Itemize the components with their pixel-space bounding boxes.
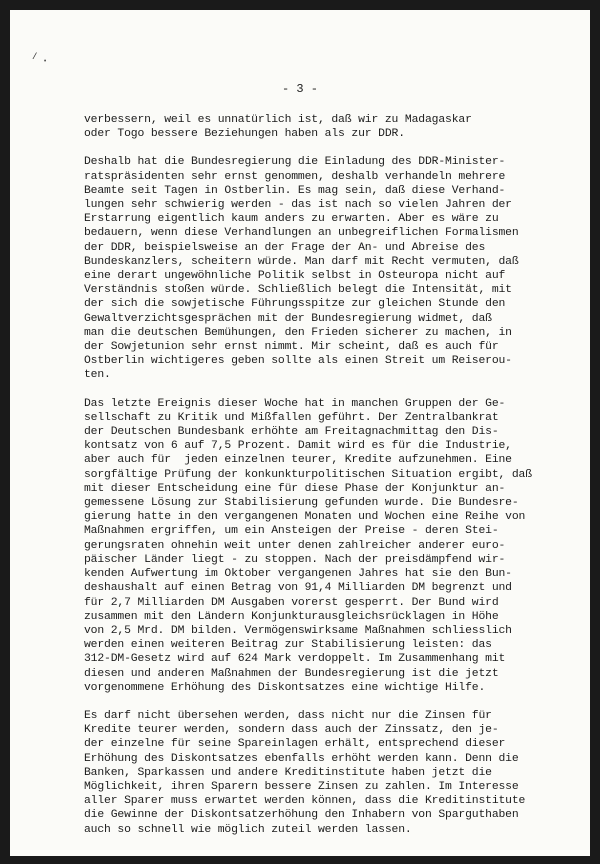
text-line: lungen sehr schwierig werden - das ist nach so vielen Jahren der xyxy=(84,199,512,212)
margin-mark: / xyxy=(32,52,38,62)
text-line: Beamte seit Tagen in Ostberlin. Es mag sein, daß diese Verhand- xyxy=(84,184,506,197)
text-line: vorgenommene Erhöhung des Diskontsatzes eine wichtige Hilfe. xyxy=(84,681,486,694)
paragraph-3 xyxy=(84,397,584,695)
text-line: Möglichkeit, ihren Sparern bessere Zinsen zu zahlen. Im Interesse xyxy=(84,780,519,793)
text-line: zusammen mit den Ländern Konjunkturausgleichsrücklagen in Höhe xyxy=(84,610,499,623)
text-line: Ostberlin wichtigeres geben sollte als einen Streit um Reiserou- xyxy=(84,355,512,368)
text-line: für 2,7 Milliarden DM Ausgaben vorerst gesperrt. Der Bund wird xyxy=(84,596,499,609)
paragraph-4 xyxy=(84,709,584,837)
text-line: eine derart ungewöhnliche Politik selbst in Osteuropa nicht auf xyxy=(84,270,506,283)
text-line: aber auch für jeden einzelnen teurer, Kredite aufzunehmen. Eine xyxy=(84,454,512,467)
text-line: von 2,5 Mrd. DM bilden. Vermögenswirksame Maßnahmen schliesslich xyxy=(84,624,512,637)
document-page xyxy=(10,10,590,856)
text-line: Erstarrung eigentlich kaum anders zu erwarten. Aber es wäre zu xyxy=(84,213,499,226)
text-line: auch so schnell wie möglich zuteil werden lassen. xyxy=(84,823,412,836)
page-number: - 3 - xyxy=(281,82,318,96)
text-line: Verständnis stoßen würde. Schließlich belegt die Intensität, mit xyxy=(84,284,512,297)
text-line: der sich die sowjetische Führungsspitze zur gleichen Stunde den xyxy=(84,298,506,311)
document-body xyxy=(84,113,584,837)
text-line: kontsatz von 6 auf 7,5 Prozent. Damit wird es für die Industrie, xyxy=(84,440,512,453)
text-line: man die deutschen Bemühungen, den Frieden sicherer zu machen, in xyxy=(84,326,512,339)
text-line: verbessern, weil es unnatürlich ist, daß wir zu Madagaskar xyxy=(84,114,472,126)
text-line: Deshalb hat die Bundesregierung die Einladung des DDR-Minister- xyxy=(84,156,506,169)
text-line: deshaushalt auf einen Betrag von 91,4 Milliarden DM begrenzt und xyxy=(84,582,512,595)
text-line: ten. xyxy=(84,369,111,382)
text-line: Bundeskanzlers, scheitern würde. Man darf mit Recht vermuten, daß xyxy=(84,255,519,268)
text-line: der Deutschen Bundesbank erhöhte am Freitagnachmittag den Dis- xyxy=(84,426,499,439)
text-line: Das letzte Ereignis dieser Woche hat in manchen Gruppen der Ge- xyxy=(84,397,506,410)
text-line: der einzelne für seine Spareinlagen erhält, entsprechend dieser xyxy=(84,738,506,751)
paragraph-2 xyxy=(84,155,584,382)
text-line: Banken, Sparkassen und andere Kreditinstitute haben jetzt die xyxy=(84,766,492,779)
text-line: ratspräsidenten sehr ernst genommen, deshalb verhandeln mehrere xyxy=(84,170,506,183)
text-line: päischer Länder liegt - zu stoppen. Nach der preisdämpfend wir- xyxy=(84,553,506,566)
text-line: diesen und anderen Maßnahmen der Bundesregierung ist die jetzt xyxy=(84,667,499,680)
text-line: Erhöhung des Diskontsatzes ebenfalls erhöht werden kann. Denn die xyxy=(84,752,519,765)
text-line: gerungsraten ohnehin weit unter denen zahlreicher anderer euro- xyxy=(84,539,506,552)
text-line: die Gewinne der Diskontsatzerhöhung den Inhabern von Sparguthaben xyxy=(84,809,519,822)
text-line: 312-DM-Gesetz wird auf 624 Mark verdoppelt. Im Zusammenhang mit xyxy=(84,653,506,666)
text-line: kenden Aufwertung im Oktober vergangenen Jahres hat sie den Bun- xyxy=(84,568,512,581)
text-line: sellschaft zu Kritik und Mißfallen geführt. Der Zentralbankrat xyxy=(84,411,499,424)
text-line: werden einen weiteren Beitrag zur Stabilisierung leisten: das xyxy=(84,639,492,652)
text-line: gierung hatte in den vergangenen Monaten und Wochen eine Reihe von xyxy=(84,511,526,524)
text-line: Maßnahmen ergriffen, um ein Ansteigen der Preise - deren Stei- xyxy=(84,525,499,538)
text-line: sorgfältige Prüfung der konkunkturpolitischen Situation ergibt, daß xyxy=(84,468,532,481)
text-line: der DDR, beispielsweise an der Frage der An- und Abreise des xyxy=(84,241,486,254)
paragraph-1 xyxy=(84,113,584,141)
text-line: aller Sparer muss erwartet werden können, dass die Kreditinstitute xyxy=(84,795,526,808)
text-line: bedauern, wenn diese Verhandlungen an unbegreiflichen Formalismen xyxy=(84,227,519,240)
text-line: Gewaltverzichtsgesprächen mit der Bundesregierung widmet, daß xyxy=(84,312,492,325)
text-line: gemessene Lösung zur Stabilisierung gefunden wurde. Die Bundesre- xyxy=(84,497,519,510)
text-line: Kredite teurer werden, sondern dass auch der Zinssatz, den je- xyxy=(84,724,499,737)
text-line: Es darf nicht übersehen werden, dass nicht nur die Zinsen für xyxy=(84,709,492,722)
text-line: der Sowjetunion sehr ernst nimmt. Mir scheint, daß es auch für xyxy=(84,341,499,354)
text-line: oder Togo bessere Beziehungen haben als zur DDR. xyxy=(84,128,405,141)
text-line: mit dieser Entscheidung eine für diese Phase der Konjunktur an- xyxy=(84,482,506,495)
margin-mark: • xyxy=(43,58,48,66)
